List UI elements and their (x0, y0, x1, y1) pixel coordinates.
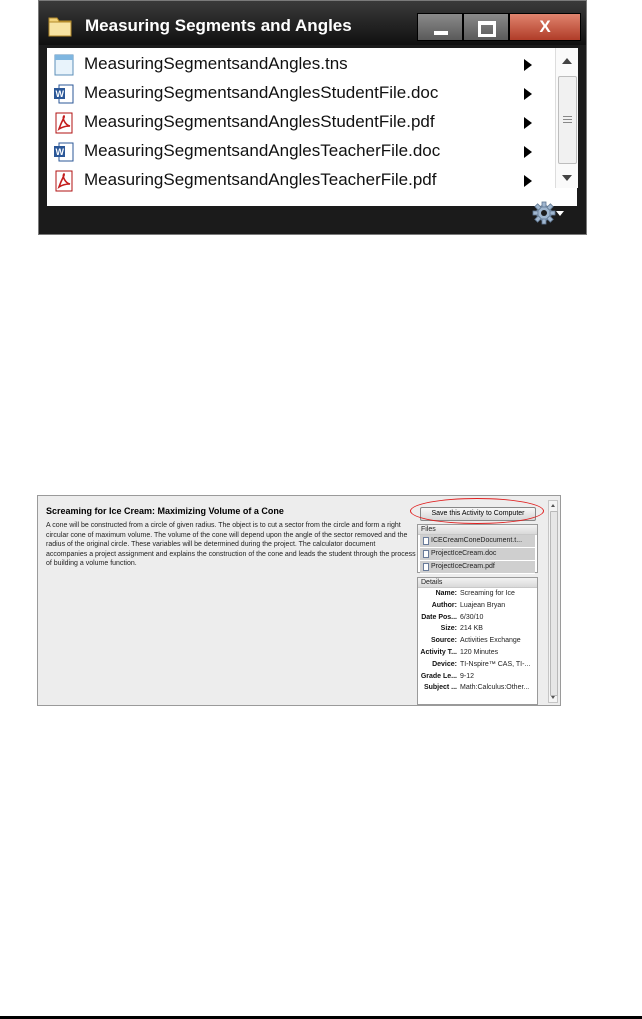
svg-text:W: W (55, 147, 64, 157)
save-activity-button[interactable]: Save this Activity to Computer (420, 507, 536, 521)
detail-value: TI-Nspire™ CAS, TI-... (460, 660, 531, 668)
close-icon: X (539, 17, 551, 36)
minimize-icon (434, 31, 448, 35)
detail-row (418, 647, 537, 659)
detail-row (418, 635, 537, 647)
scroll-up-icon[interactable] (562, 58, 572, 64)
activity-file-name: ProjectIceCream.pdf (431, 563, 495, 570)
detail-key: Device: (432, 660, 457, 668)
word-doc-icon (53, 83, 75, 105)
activity-file-item[interactable] (420, 535, 535, 548)
vertical-scrollbar[interactable] (555, 48, 578, 188)
panel-scrollbar[interactable] (548, 500, 558, 703)
detail-key: Source: (430, 637, 457, 645)
files-header: Files (418, 525, 537, 535)
scroll-down-icon[interactable] (562, 175, 572, 181)
maximize-button[interactable] (463, 13, 509, 41)
activity-file-item[interactable] (420, 548, 535, 561)
activity-title: Screaming for Ice Cream: Maximizing Volume of a Cone (46, 506, 284, 516)
files-panel (417, 524, 538, 573)
folder-icon (48, 15, 72, 37)
grip-line (563, 122, 572, 123)
detail-key: Activity T... (420, 648, 457, 656)
close-button[interactable] (509, 13, 581, 41)
detail-row (418, 588, 537, 600)
detail-value: 120 Minutes (460, 648, 499, 656)
expand-arrow-icon[interactable] (524, 59, 532, 71)
detail-key: Subject ... (423, 684, 457, 692)
activity-description: A cone will be constructed from a circle of given radius. The object is to cut a sector from the circle and form a right circular cone of maximum volume. The volume of the cone will depend upon the angle of the sector removed and the radius of the original circle. These variables will be determined during the project. The calculator document accompanies a project assignment and explains the construction of the cone and leads the student through the process of building a volume function. (46, 522, 416, 568)
detail-value: Screaming for Ice (460, 590, 515, 597)
gear-icon[interactable] (532, 199, 566, 227)
word-doc-icon (53, 141, 75, 163)
maximize-icon (478, 21, 496, 37)
file-name: MeasuringSegmentsandAnglesTeacherFile.doc (84, 141, 441, 160)
expand-arrow-icon[interactable] (524, 146, 532, 158)
file-row[interactable] (47, 137, 547, 166)
detail-value: Luajean Bryan (460, 601, 506, 609)
window-title: Measuring Segments and Angles (85, 16, 352, 35)
file-row[interactable] (47, 79, 547, 108)
svg-text:W: W (55, 89, 64, 99)
detail-value: 9-12 (460, 672, 475, 680)
scroll-up-icon[interactable] (551, 504, 555, 507)
detail-key: Name: (435, 590, 457, 597)
activity-file-item[interactable] (420, 561, 535, 574)
activity-panel (37, 495, 561, 706)
detail-value: 6/30/10 (460, 613, 484, 621)
file-row[interactable] (47, 166, 547, 195)
detail-value: Math:Calculus:Other... (460, 684, 530, 692)
expand-arrow-icon[interactable] (524, 175, 532, 187)
detail-row (418, 671, 537, 683)
file-name: MeasuringSegmentsandAngles.tns (84, 54, 348, 73)
grip-line (563, 116, 572, 117)
detail-row (418, 612, 537, 624)
expand-arrow-icon[interactable] (524, 88, 532, 100)
detail-value: 214 KB (460, 625, 483, 633)
file-name: MeasuringSegmentsandAnglesStudentFile.pdf (84, 112, 435, 131)
detail-key: Size: (440, 625, 457, 633)
pdf-file-icon (53, 112, 75, 134)
file-row[interactable] (47, 108, 547, 137)
grip-line (563, 119, 572, 120)
activity-file-name: ICECreamConeDocument.t... (431, 537, 523, 544)
pdf-file-icon (53, 170, 75, 192)
details-panel (417, 577, 538, 705)
file-list-window (38, 0, 587, 235)
activity-file-name: ProjectIceCream.doc (431, 550, 497, 557)
minimize-button[interactable] (417, 13, 463, 41)
detail-key: Author: (431, 601, 457, 609)
file-name: MeasuringSegmentsandAnglesTeacherFile.pdf (84, 170, 437, 189)
detail-key: Grade Le... (420, 672, 457, 680)
expand-arrow-icon[interactable] (524, 117, 532, 129)
detail-key: Date Pos... (421, 613, 457, 621)
scroll-down-icon[interactable] (551, 696, 555, 699)
scroll-thumb[interactable] (558, 76, 577, 164)
file-list (47, 48, 577, 206)
document-icon (423, 550, 429, 558)
detail-row (418, 659, 537, 671)
detail-row (418, 682, 537, 694)
file-row[interactable] (47, 50, 547, 79)
chevron-down-icon (556, 211, 564, 216)
scroll-thumb[interactable] (550, 511, 558, 696)
detail-value: Activities Exchange (460, 637, 521, 645)
title-bar[interactable] (39, 1, 586, 45)
document-icon (423, 537, 429, 545)
detail-row (418, 600, 537, 612)
tns-file-icon (53, 54, 75, 76)
details-header: Details (418, 578, 537, 588)
detail-row (418, 623, 537, 635)
file-name: MeasuringSegmentsandAnglesStudentFile.doc (84, 83, 439, 102)
document-icon (423, 563, 429, 571)
